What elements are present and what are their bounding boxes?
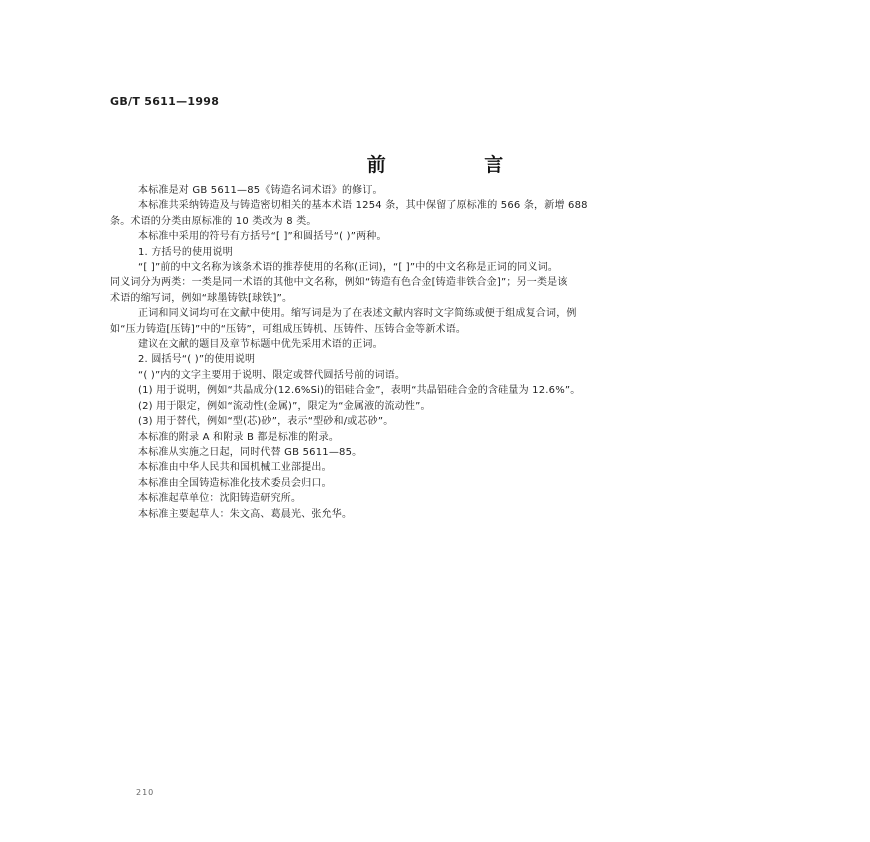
paragraph-line: 条。术语的分类由原标准的 10 类改为 8 类。 xyxy=(110,215,317,227)
standard-code: GB/T 5611—1998 xyxy=(110,95,220,108)
paragraph-line: 本标准中采用的符号有方括号“[ ]”和圆括号“( )”两种。 xyxy=(138,231,387,243)
page-number: 210 xyxy=(136,788,155,797)
paragraph-line: 本标准从实施之日起，同时代替 GB 5611—85。 xyxy=(138,446,363,458)
paragraph-line: 术语的缩写词，例如“球墨铸铁[球铁]”。 xyxy=(110,292,293,304)
paragraph-line: 建议在文献的题目及章节标题中优先采用术语的正词。 xyxy=(138,339,383,351)
paragraph-line: 本标准共采纳铸造及与铸造密切相关的基本术语 1254 条，其中保留了原标准的 566 条，新增 688 xyxy=(138,200,588,212)
page-title: 前 言 xyxy=(366,154,550,176)
list-item: (1) 用于说明，例如“共晶成分(12.6%Si)的铝硅合金”，表明“共晶铝硅合金的含硅量为 12.6%”。 xyxy=(138,385,581,397)
foreword-body xyxy=(110,183,772,522)
paragraph-line: 本标准由全国铸造标准化技术委员会归口。 xyxy=(138,477,332,489)
list-item: (3) 用于替代，例如“型(芯)砂”，表示“型砂和/或芯砂”。 xyxy=(138,416,394,428)
paragraph-line: “[ ]”前的中文名称为该条术语的推荐使用的名称(正词)，“[ ]”中的中文名称是正词的同义词。 xyxy=(138,262,559,274)
paragraph-line: 本标准主要起草人：朱文高、葛晨光、张允华。 xyxy=(138,508,353,520)
paragraph-line: 同义词分为两类：一类是同一术语的其他中文名称，例如“铸造有色合金[铸造非铁合金]”；另一类是该 xyxy=(110,277,568,289)
paragraph-line: 本标准的附录 A 和附录 B 都是标准的附录。 xyxy=(138,431,340,443)
section-heading: 2. 圆括号“( )”的使用说明 xyxy=(138,354,256,366)
paragraph-line: 本标准是对 GB 5611—85《铸造名词术语》的修订。 xyxy=(138,185,383,196)
paragraph-line: “( )”内的文字主要用于说明、限定或替代圆括号前的词语。 xyxy=(138,369,406,381)
paragraph-line: 正词和同义词均可在文献中使用。缩写词是为了在表述文献内容时文字简练或便于组成复合词，例 xyxy=(138,308,577,320)
paragraph-line: 如“压力铸造[压铸]”中的“压铸”，可组成压铸机、压铸件、压铸合金等新术语。 xyxy=(110,323,467,335)
section-heading: 1. 方括号的使用说明 xyxy=(138,246,233,258)
paragraph-line: 本标准起草单位：沈阳铸造研究所。 xyxy=(138,493,302,505)
list-item: (2) 用于限定，例如“流动性(金属)”，限定为“金属液的流动性”。 xyxy=(138,400,431,412)
paragraph-line: 本标准由中华人民共和国机械工业部提出。 xyxy=(138,462,332,474)
